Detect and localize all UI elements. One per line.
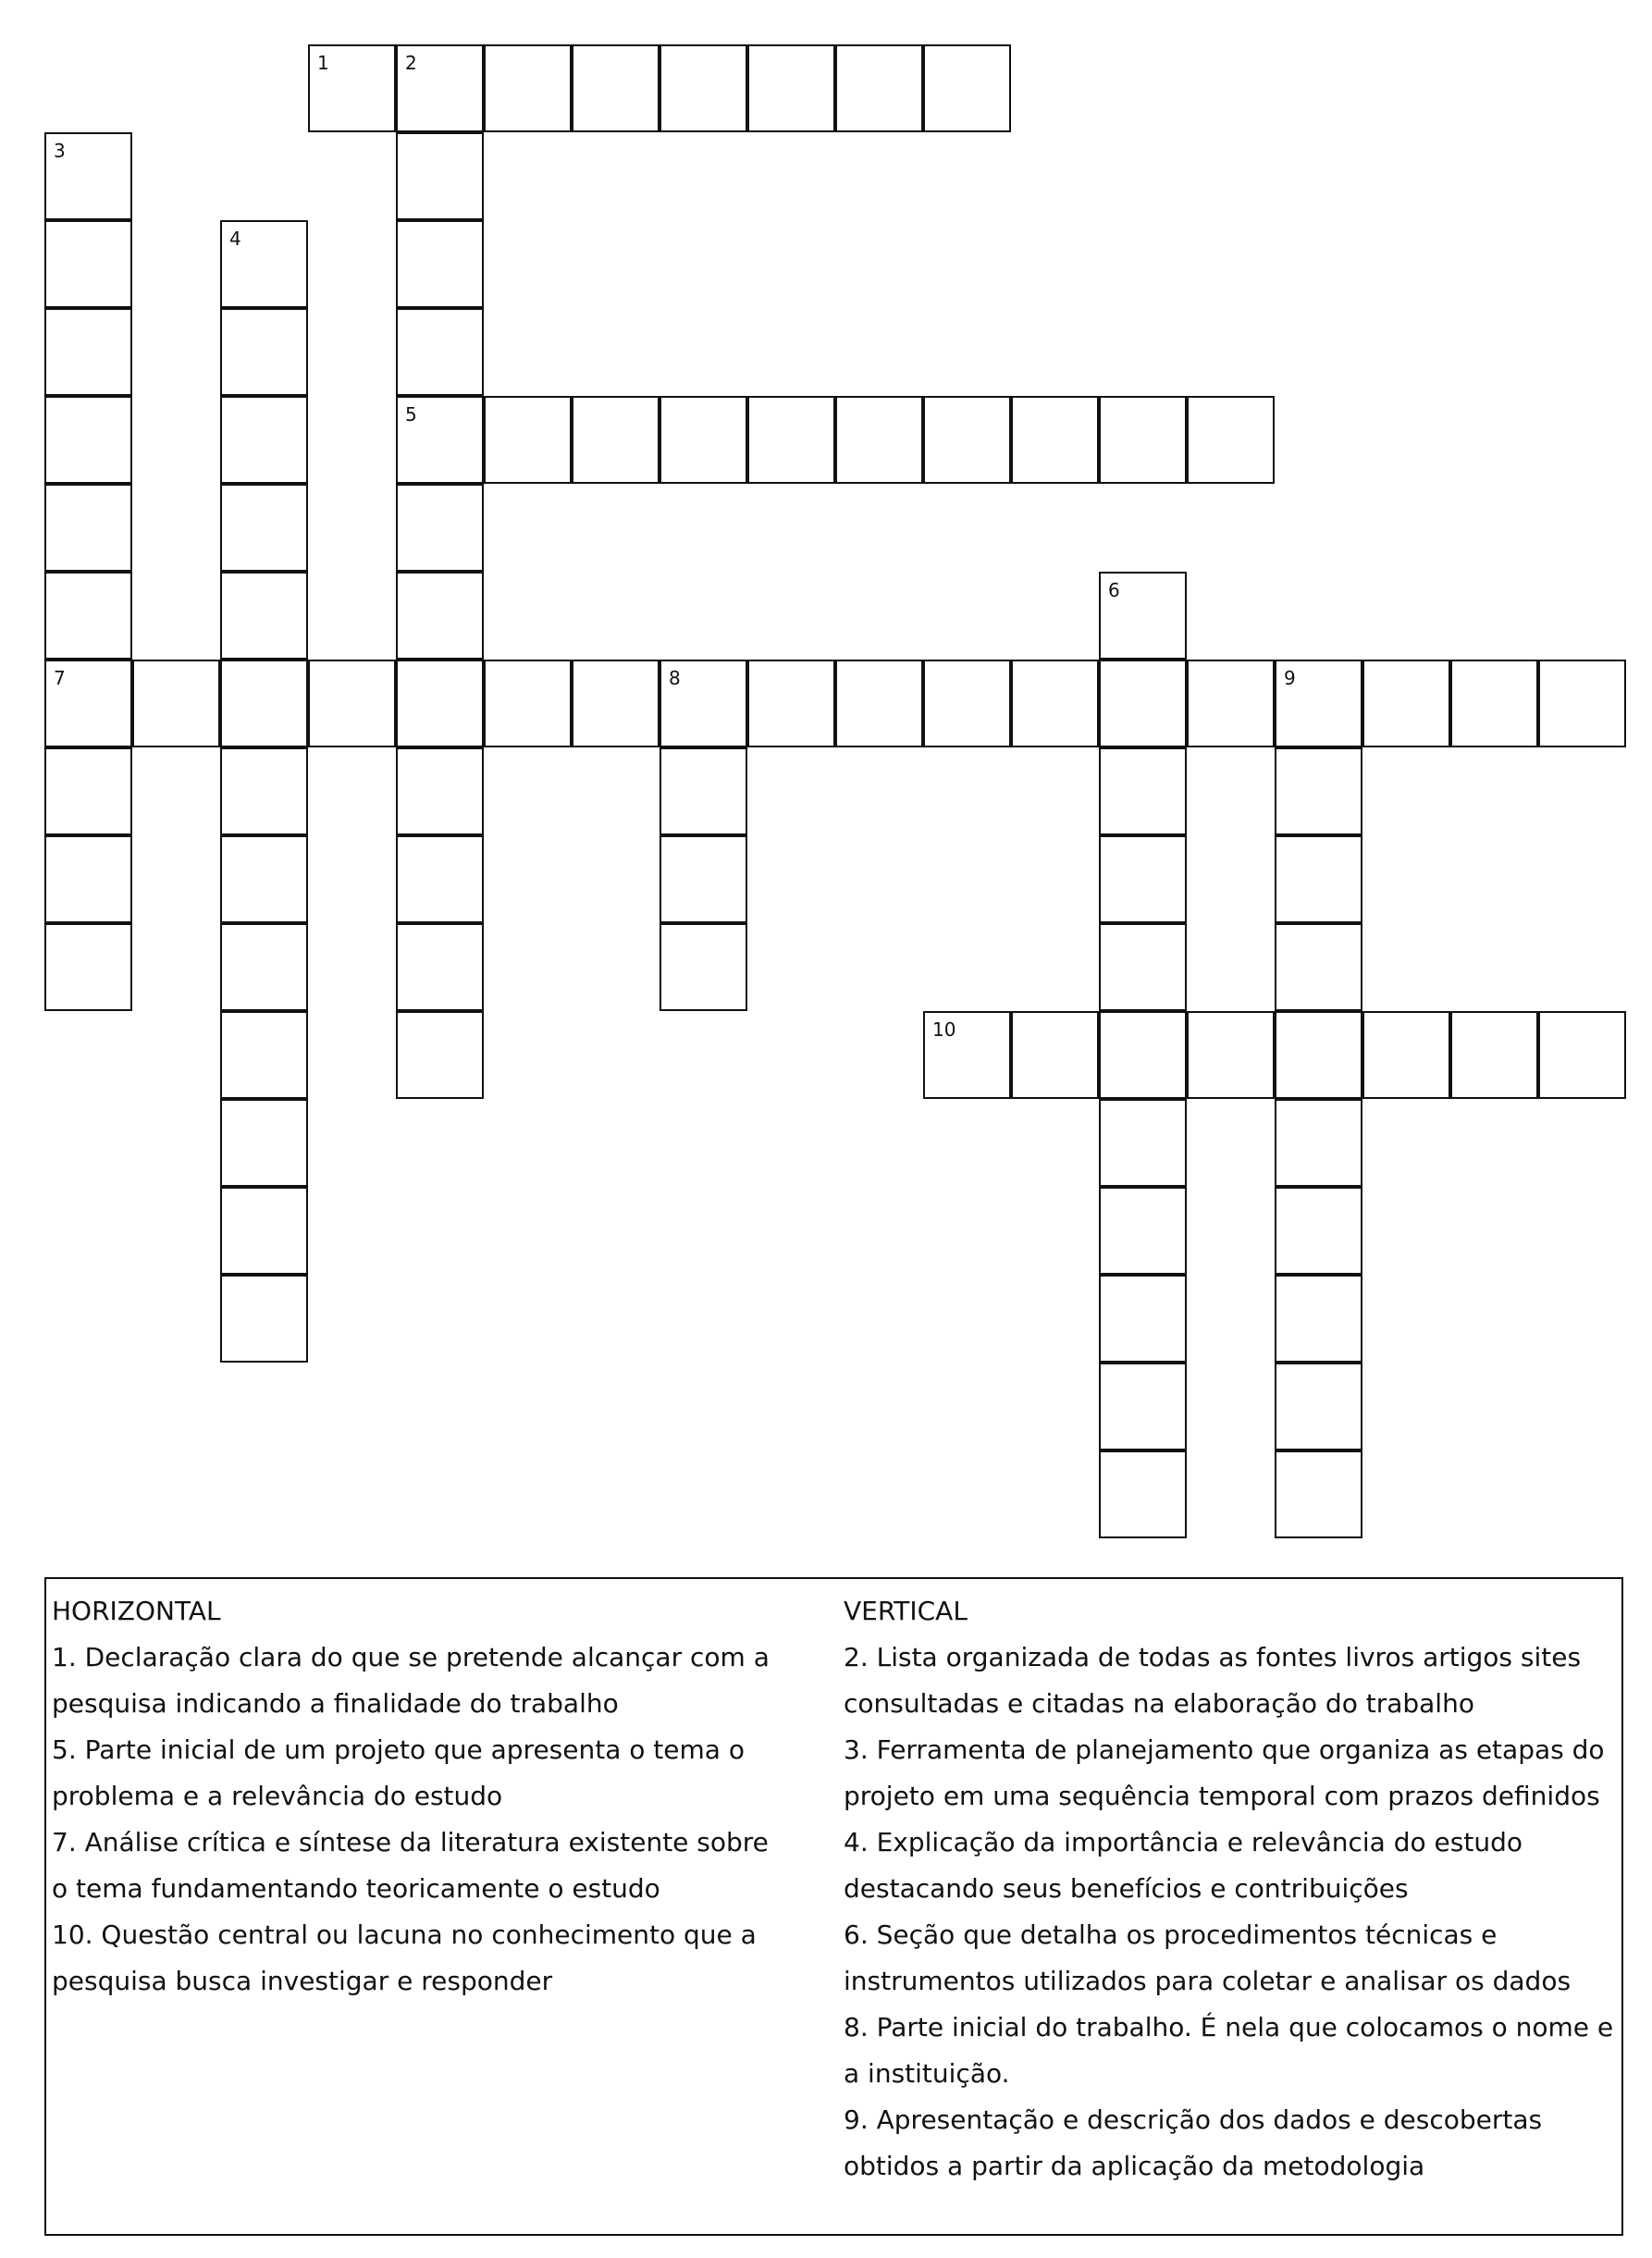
crossword-cell[interactable] — [220, 1187, 308, 1275]
crossword-cell[interactable] — [1099, 747, 1187, 835]
clue-across-5: 5. Parte inicial de um projeto que apresenta o tema o problema e a relevância do estudo — [52, 1734, 745, 1811]
crossword-cell[interactable] — [1538, 660, 1626, 747]
crossword-cell[interactable] — [396, 835, 484, 923]
clue-number: 4 — [229, 228, 241, 250]
crossword-cell[interactable] — [220, 1099, 308, 1187]
crossword-cell[interactable] — [396, 1011, 484, 1099]
clue-across-7: 7. Análise crítica e síntese da literatura existente sobre o tema fundamentando teoricamente o estudo — [52, 1827, 769, 1904]
clue-down-6: 6. Seção que detalha os procedimentos técnicas e instrumentos utilizados para coletar e analisar os dados — [844, 1919, 1572, 1996]
crossword-cell[interactable] — [660, 747, 747, 835]
clue-down-3: 3. Ferramenta de planejamento que organiza as etapas do projeto em uma sequência temporal com prazos definidos — [844, 1734, 1605, 1811]
crossword-cell[interactable] — [660, 835, 747, 923]
crossword-cell[interactable] — [44, 835, 132, 923]
crossword-cell[interactable] — [220, 1275, 308, 1363]
crossword-cell[interactable] — [1099, 923, 1187, 1011]
crossword-cell[interactable] — [44, 220, 132, 308]
crossword-cell[interactable] — [220, 835, 308, 923]
crossword-cell[interactable] — [484, 44, 572, 132]
crossword-cell[interactable] — [1275, 1099, 1362, 1187]
crossword-cell[interactable] — [1099, 1450, 1187, 1538]
crossword-cell[interactable] — [1275, 1187, 1362, 1275]
crossword-cell[interactable] — [44, 747, 132, 835]
clue-number: 6 — [1108, 579, 1120, 601]
crossword-cell[interactable] — [923, 44, 1011, 132]
vertical-heading: VERTICAL — [844, 1596, 968, 1626]
crossword-cell[interactable] — [220, 923, 308, 1011]
clue-down-4: 4. Explicação da importância e relevância do estudo destacando seus benefícios e contribuições — [844, 1827, 1523, 1904]
crossword-cell[interactable] — [660, 660, 747, 747]
clue-number: 5 — [405, 403, 417, 426]
crossword-cell[interactable] — [484, 396, 572, 484]
crossword-cell[interactable] — [396, 396, 484, 484]
crossword-cell[interactable] — [1099, 1011, 1187, 1099]
clue-down-2: 2. Lista organizada de todas as fontes livros artigos sites consultadas e citadas na elaboração do trabalho — [844, 1642, 1582, 1719]
crossword-cell[interactable] — [572, 660, 660, 747]
crossword-cell[interactable] — [747, 396, 835, 484]
crossword-cell[interactable] — [835, 660, 923, 747]
crossword-cell[interactable] — [1275, 1275, 1362, 1363]
clue-across-1: 1. Declaração clara do que se pretende alcançar com a pesquisa indicando a finalidade do trabalho — [52, 1642, 770, 1719]
crossword-cell[interactable] — [835, 44, 923, 132]
vertical-clues — [844, 1588, 1621, 2190]
crossword-cell[interactable] — [1275, 1363, 1362, 1450]
crossword-cell[interactable] — [1099, 396, 1187, 484]
crossword-cell[interactable] — [396, 132, 484, 220]
crossword-cell[interactable] — [220, 396, 308, 484]
horizontal-clues — [52, 1588, 792, 2005]
crossword-cell[interactable] — [1099, 1187, 1187, 1275]
crossword-cell[interactable] — [1275, 835, 1362, 923]
crossword-cell[interactable] — [396, 308, 484, 396]
crossword-cell[interactable] — [1275, 1011, 1362, 1099]
crossword-cell[interactable] — [44, 484, 132, 572]
crossword-cell[interactable] — [1099, 572, 1187, 660]
crossword-cell[interactable] — [1275, 747, 1362, 835]
crossword-cell[interactable] — [660, 923, 747, 1011]
crossword-cell[interactable] — [1187, 396, 1275, 484]
crossword-cell[interactable] — [220, 220, 308, 308]
crossword-cell[interactable] — [660, 396, 747, 484]
crossword-cell[interactable] — [44, 923, 132, 1011]
crossword-cell[interactable] — [132, 660, 220, 747]
crossword-cell[interactable] — [308, 660, 396, 747]
crossword-cell[interactable] — [1099, 1099, 1187, 1187]
crossword-cell[interactable] — [1099, 660, 1187, 747]
crossword-cell[interactable] — [923, 660, 1011, 747]
crossword-cell[interactable] — [396, 44, 484, 132]
crossword-cell[interactable] — [396, 220, 484, 308]
clue-down-8: 8. Parte inicial do trabalho. É nela que colocamos o nome e a instituição. — [844, 2012, 1614, 2089]
crossword-cell[interactable] — [1275, 1450, 1362, 1538]
crossword-cell[interactable] — [484, 660, 572, 747]
clue-number: 8 — [669, 667, 681, 689]
crossword-cell[interactable] — [1275, 923, 1362, 1011]
crossword-cell[interactable] — [396, 923, 484, 1011]
crossword-cell[interactable] — [44, 132, 132, 220]
crossword-cell[interactable] — [572, 44, 660, 132]
crossword-cell[interactable] — [220, 747, 308, 835]
crossword-cell[interactable] — [1099, 835, 1187, 923]
crossword-cell[interactable] — [308, 44, 396, 132]
clue-number: 1 — [317, 52, 329, 74]
crossword-cell[interactable] — [747, 44, 835, 132]
crossword-cell[interactable] — [44, 572, 132, 660]
crossword-cell[interactable] — [1450, 1011, 1538, 1099]
clue-box — [44, 1577, 1623, 2236]
crossword-cell[interactable] — [1362, 660, 1450, 747]
crossword-cell[interactable] — [1011, 396, 1099, 484]
crossword-cell[interactable] — [1187, 1011, 1275, 1099]
crossword-cell[interactable] — [747, 660, 835, 747]
crossword-cell[interactable] — [923, 396, 1011, 484]
crossword-cell[interactable] — [1275, 660, 1362, 747]
clue-number: 10 — [932, 1018, 956, 1041]
crossword-cell[interactable] — [1011, 660, 1099, 747]
crossword-cell[interactable] — [396, 747, 484, 835]
crossword-cell[interactable] — [44, 660, 132, 747]
crossword-cell[interactable] — [220, 308, 308, 396]
clue-down-9: 9. Apresentação e descrição dos dados e descobertas obtidos a partir da aplicação da metodologia — [844, 2104, 1543, 2181]
crossword-cell[interactable] — [220, 1011, 308, 1099]
crossword-cell[interactable] — [396, 660, 484, 747]
clue-across-10: 10. Questão central ou lacuna no conhecimento que a pesquisa busca investigar e responder — [52, 1919, 757, 1996]
crossword-cell[interactable] — [44, 396, 132, 484]
crossword-cell[interactable] — [1011, 1011, 1099, 1099]
crossword-cell[interactable] — [220, 572, 308, 660]
crossword-cell[interactable] — [1187, 660, 1275, 747]
crossword-cell[interactable] — [396, 572, 484, 660]
crossword-cell[interactable] — [1538, 1011, 1626, 1099]
crossword-cell[interactable] — [1450, 660, 1538, 747]
clue-number: 2 — [405, 52, 417, 74]
clue-number: 3 — [54, 140, 66, 162]
crossword-cell[interactable] — [835, 396, 923, 484]
crossword-cell[interactable] — [572, 396, 660, 484]
crossword-cell[interactable] — [1362, 1011, 1450, 1099]
crossword-cell[interactable] — [923, 1011, 1011, 1099]
crossword-cell[interactable] — [396, 484, 484, 572]
clue-number: 9 — [1284, 667, 1296, 689]
crossword-cell[interactable] — [220, 660, 308, 747]
crossword-cell[interactable] — [1099, 1275, 1187, 1363]
crossword-cell[interactable] — [44, 308, 132, 396]
horizontal-heading: HORIZONTAL — [52, 1596, 221, 1626]
crossword-cell[interactable] — [1099, 1363, 1187, 1450]
crossword-cell[interactable] — [220, 484, 308, 572]
crossword-cell[interactable] — [660, 44, 747, 132]
clue-number: 7 — [54, 667, 66, 689]
